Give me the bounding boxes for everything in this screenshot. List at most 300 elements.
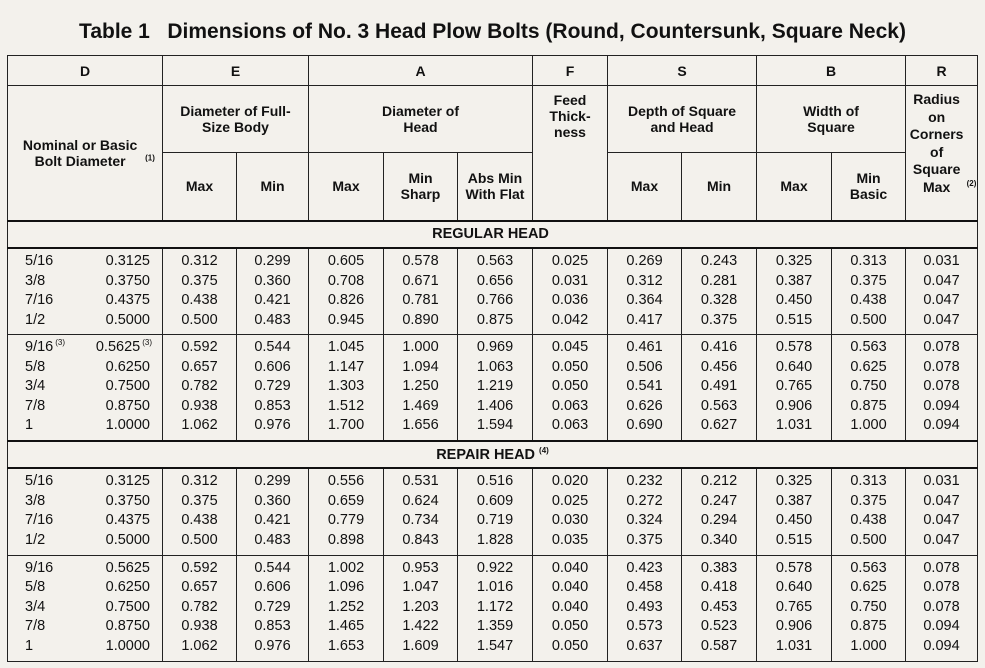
value-list (163, 338, 236, 436)
sub-b-min-basic-label: Min Basic (849, 170, 888, 203)
value: 0.078 (923, 559, 960, 576)
value-list (384, 338, 457, 436)
col-letter-a: A (309, 56, 533, 86)
value: 0.360 (254, 492, 291, 509)
value: 0.563 (850, 339, 887, 356)
value: 0.313 (850, 473, 887, 490)
value: 0.020 (551, 473, 589, 490)
value: 0.458 (626, 579, 663, 596)
value-cell (757, 248, 832, 335)
nominal-row (8, 291, 162, 311)
nominal-fraction (25, 617, 47, 637)
value: 0.078 (923, 339, 960, 356)
value-cell (757, 468, 832, 555)
col-letter-r: R (906, 56, 978, 86)
value-cell (682, 468, 757, 555)
value-list (832, 338, 905, 436)
value: 1.469 (402, 397, 439, 414)
value: 0.375 (700, 311, 738, 328)
value-list (237, 338, 308, 436)
value-list (906, 338, 977, 436)
value: 0.050 (551, 618, 589, 635)
nominal-fraction-value: 3/8 (25, 272, 46, 289)
basic-decimal (106, 598, 152, 618)
basic-decimal-value: 0.4375 (105, 292, 150, 309)
sub-e-min: Min (237, 152, 309, 221)
section-label: REPAIR HEAD (436, 446, 536, 463)
basic-decimal (106, 559, 152, 579)
value: 0.671 (402, 272, 439, 289)
value: 1.547 (476, 637, 514, 654)
header-nominal-diameter (8, 86, 163, 221)
value: 0.035 (551, 531, 589, 548)
basic-decimal-value: 0.4375 (105, 512, 150, 529)
value: 0.906 (775, 618, 813, 635)
value-cell (163, 555, 237, 661)
value-list (757, 338, 831, 436)
value: 1.359 (476, 618, 514, 635)
value: 0.826 (327, 292, 365, 309)
value-cell (458, 248, 533, 335)
value: 0.375 (626, 531, 663, 548)
value: 0.031 (923, 253, 960, 270)
value: 0.438 (181, 512, 218, 529)
basic-decimal (106, 358, 152, 378)
value-cell (309, 468, 384, 555)
value: 0.945 (327, 311, 365, 328)
value: 0.047 (923, 492, 960, 509)
value: 0.243 (700, 253, 738, 270)
value: 0.637 (626, 637, 663, 654)
value: 1.147 (327, 358, 365, 375)
sub-s-min: Min (682, 152, 757, 221)
value: 0.766 (476, 292, 514, 309)
basic-decimal-value: 1.0000 (105, 637, 150, 654)
value-list (757, 252, 831, 330)
section-label: REGULAR HEAD (432, 226, 549, 243)
sub-a-min-sharp-label: Min Sharp (400, 170, 441, 203)
nominal-fraction (25, 511, 55, 531)
value: 0.500 (850, 311, 887, 328)
value: 1.063 (476, 358, 514, 375)
value: 0.036 (551, 292, 589, 309)
value: 0.232 (626, 473, 663, 490)
value: 0.375 (850, 492, 887, 509)
value: 0.500 (850, 531, 887, 548)
value: 0.299 (254, 253, 291, 270)
value: 0.969 (476, 339, 514, 356)
value-list (458, 252, 532, 330)
value-cell (682, 248, 757, 335)
basic-decimal-value: 0.3125 (105, 473, 150, 490)
nominal-fraction (25, 358, 47, 378)
value-cell (237, 555, 309, 661)
nominal-fraction (25, 338, 65, 358)
nominal-row (8, 559, 162, 579)
value-list (682, 472, 756, 550)
value-list (384, 559, 457, 657)
section-heading (8, 221, 978, 248)
value: 1.609 (402, 637, 439, 654)
value: 0.312 (181, 253, 218, 270)
nominal-diameter-cell (8, 555, 163, 661)
value: 0.640 (775, 358, 813, 375)
value: 0.491 (700, 378, 738, 395)
value: 0.416 (700, 339, 738, 356)
nominal-fraction-value: 1 (25, 637, 34, 654)
footnote-1: (1) (145, 153, 155, 163)
col-letter-f: F (533, 56, 608, 86)
value-list (682, 338, 756, 436)
basic-decimal-value: 0.3750 (105, 272, 150, 289)
value: 0.541 (626, 378, 663, 395)
footnote-2: (2) (966, 179, 977, 189)
value: 0.047 (923, 292, 960, 309)
nominal-row (8, 252, 162, 272)
nominal-row (8, 338, 162, 358)
value-cell (757, 335, 832, 441)
value: 0.573 (626, 618, 663, 635)
nominal-fraction-value: 5/16 (25, 473, 54, 490)
sub-s-max: Max (608, 152, 682, 221)
nominal-fraction-value: 7/8 (25, 618, 46, 635)
header-square-width (757, 86, 906, 153)
section-heading (8, 441, 978, 468)
value-cell (384, 248, 458, 335)
value: 0.890 (402, 311, 439, 328)
nominal-fraction-value: 7/8 (25, 397, 46, 414)
value: 0.063 (551, 397, 589, 414)
value-cell (832, 335, 906, 441)
value: 0.387 (775, 492, 813, 509)
value: 1.700 (327, 417, 365, 434)
basic-decimal-value: 0.6250 (105, 358, 150, 375)
basic-decimal (106, 416, 152, 436)
nominal-fraction (25, 311, 47, 331)
value: 0.423 (626, 559, 663, 576)
data-group-row (8, 248, 978, 335)
value-list (533, 252, 607, 330)
value: 0.047 (923, 311, 960, 328)
value: 0.765 (775, 598, 813, 615)
value-cell (682, 335, 757, 441)
header-nominal-label: Nominal or Basic Bolt Diameter (22, 136, 138, 170)
basic-decimal (106, 617, 152, 637)
value: 0.606 (254, 579, 291, 596)
nominal-row (8, 578, 162, 598)
nominal-row (8, 311, 162, 331)
value: 1.252 (327, 598, 365, 615)
value: 0.781 (402, 292, 439, 309)
basic-decimal-value: 0.3125 (105, 253, 150, 270)
value-list (832, 472, 905, 550)
value-cell (608, 335, 682, 441)
basic-decimal (96, 338, 152, 358)
value: 0.556 (327, 473, 365, 490)
value: 0.299 (254, 473, 291, 490)
nominal-row (8, 272, 162, 292)
nominal-fraction-value: 7/16 (25, 292, 54, 309)
sub-b-max: Max (757, 152, 832, 221)
value: 0.247 (700, 492, 738, 509)
value: 1.000 (850, 417, 887, 434)
value-cell (309, 555, 384, 661)
value: 0.078 (923, 378, 960, 395)
nominal-list (8, 252, 162, 330)
value: 0.312 (626, 272, 663, 289)
value-list (608, 252, 681, 330)
value: 0.417 (626, 311, 663, 328)
value-cell (682, 555, 757, 661)
value: 1.002 (327, 559, 365, 576)
nominal-fraction-value: 1/2 (25, 311, 46, 328)
nominal-list (8, 559, 162, 657)
table-title: Table 1 Dimensions of No. 3 Head Plow Bolts (Round, Countersunk, Square Neck) (79, 20, 906, 43)
value: 0.364 (626, 292, 663, 309)
nominal-fraction (25, 598, 47, 618)
value: 0.626 (626, 397, 663, 414)
value: 0.375 (181, 492, 218, 509)
value: 0.383 (700, 559, 738, 576)
value: 1.653 (327, 637, 365, 654)
value-cell (906, 555, 978, 661)
value: 0.922 (476, 559, 514, 576)
value: 1.172 (476, 598, 514, 615)
nominal-fraction-value: 5/8 (25, 579, 46, 596)
value-list (309, 559, 383, 657)
value: 1.422 (402, 618, 439, 635)
value-cell (163, 248, 237, 335)
sub-a-min-sharp (384, 152, 458, 221)
header-feed-thickness-label: Feed Thick- ness (549, 92, 591, 141)
sub-e-max: Max (163, 152, 237, 221)
basic-decimal-value: 0.5000 (105, 311, 150, 328)
value: 0.578 (775, 339, 813, 356)
nominal-row (8, 531, 162, 551)
value: 0.456 (700, 358, 738, 375)
value: 0.360 (254, 272, 291, 289)
value: 1.656 (402, 417, 439, 434)
value-list (608, 559, 681, 657)
value: 0.938 (181, 397, 218, 414)
value: 0.375 (181, 272, 218, 289)
value: 0.531 (402, 473, 439, 490)
value-cell (906, 468, 978, 555)
value-cell (832, 248, 906, 335)
header-body-diameter: Diameter of Full-Size Body (163, 86, 309, 153)
value: 0.506 (626, 358, 663, 375)
value: 0.040 (551, 579, 589, 596)
section-footnote: (4) (539, 445, 549, 455)
value: 1.203 (402, 598, 439, 615)
value: 0.328 (700, 292, 738, 309)
value: 0.040 (551, 598, 589, 615)
value: 1.219 (476, 378, 514, 395)
value-cell (384, 468, 458, 555)
value-list (757, 559, 831, 657)
value: 1.000 (402, 339, 439, 356)
value: 0.898 (327, 531, 365, 548)
value: 0.578 (775, 559, 813, 576)
value: 0.765 (775, 378, 813, 395)
value: 0.418 (700, 579, 738, 596)
value: 0.734 (402, 512, 439, 529)
value: 0.750 (850, 598, 887, 615)
nominal-fraction (25, 397, 47, 417)
value-list (309, 472, 383, 550)
value: 0.050 (551, 358, 589, 375)
value: 0.421 (254, 292, 291, 309)
nominal-fraction-value: 9/16 (25, 559, 54, 576)
value-list (163, 252, 236, 330)
value-cell (237, 335, 309, 441)
value: 0.042 (551, 311, 589, 328)
value: 0.605 (327, 253, 365, 270)
value: 0.627 (700, 417, 738, 434)
value-cell (237, 468, 309, 555)
value: 0.657 (181, 358, 218, 375)
value: 0.708 (327, 272, 365, 289)
value: 0.609 (476, 492, 514, 509)
value: 1.031 (775, 637, 813, 654)
value: 0.656 (476, 272, 514, 289)
value-cell (757, 555, 832, 661)
value-list (608, 338, 681, 436)
value: 0.047 (923, 272, 960, 289)
basic-decimal-value: 0.8750 (105, 397, 150, 414)
value-cell (384, 335, 458, 441)
col-letter-d: D (8, 56, 163, 86)
basic-decimal (106, 637, 152, 657)
value: 0.976 (254, 417, 291, 434)
basic-decimal (106, 311, 152, 331)
value: 1.094 (402, 358, 439, 375)
value-list (458, 472, 532, 550)
value-cell (533, 248, 608, 335)
value: 0.050 (551, 378, 589, 395)
value: 0.729 (254, 378, 291, 395)
value-list (384, 472, 457, 550)
basic-decimal-note: (3) (142, 338, 152, 348)
col-letter-s: S (608, 56, 757, 86)
sub-a-abs-min (458, 152, 533, 221)
value-list (682, 559, 756, 657)
value: 0.938 (181, 618, 218, 635)
value: 0.563 (476, 253, 514, 270)
value: 0.453 (700, 598, 738, 615)
value-list (682, 252, 756, 330)
data-group-row (8, 555, 978, 661)
value: 1.512 (327, 397, 365, 414)
value: 0.606 (254, 358, 291, 375)
basic-decimal-value: 0.3750 (105, 492, 150, 509)
basic-decimal-value: 0.5000 (105, 531, 150, 548)
nominal-row (8, 377, 162, 397)
value-list (906, 252, 977, 330)
value: 1.047 (402, 579, 439, 596)
value: 1.062 (181, 417, 218, 434)
value: 0.659 (327, 492, 365, 509)
value: 0.750 (850, 378, 887, 395)
value: 0.640 (775, 579, 813, 596)
basic-decimal (106, 492, 152, 512)
value: 0.450 (775, 512, 813, 529)
value: 1.594 (476, 417, 514, 434)
value: 1.828 (476, 531, 514, 548)
value: 0.544 (254, 339, 291, 356)
header-square-depth (608, 86, 757, 153)
value: 0.875 (850, 618, 887, 635)
section-row (8, 441, 978, 468)
value: 0.587 (700, 637, 738, 654)
sub-a-abs-min-label: Abs Min With Flat (465, 170, 525, 203)
nominal-row (8, 617, 162, 637)
value: 0.843 (402, 531, 439, 548)
nominal-fraction-value: 1 (25, 417, 34, 434)
value-list (163, 559, 236, 657)
value-cell (458, 555, 533, 661)
value: 1.465 (327, 618, 365, 635)
value: 0.515 (775, 531, 813, 548)
value-list (533, 338, 607, 436)
header-head-diameter (309, 86, 533, 153)
value: 0.094 (923, 397, 960, 414)
basic-decimal-value: 1.0000 (105, 417, 150, 434)
nominal-row (8, 358, 162, 378)
data-group-row (8, 468, 978, 555)
value-list (757, 472, 831, 550)
value-cell (384, 555, 458, 661)
value: 0.078 (923, 598, 960, 615)
value: 1.031 (775, 417, 813, 434)
value: 0.387 (775, 272, 813, 289)
value-list (384, 252, 457, 330)
sub-b-min-basic (832, 152, 906, 221)
value-cell (608, 555, 682, 661)
value: 0.438 (181, 292, 218, 309)
col-letter-b: B (757, 56, 906, 86)
value: 0.312 (181, 473, 218, 490)
basic-decimal (106, 511, 152, 531)
value: 0.050 (551, 637, 589, 654)
value: 0.493 (626, 598, 663, 615)
value-cell (906, 335, 978, 441)
value: 1.062 (181, 637, 218, 654)
basic-decimal (106, 578, 152, 598)
nominal-fraction (25, 416, 35, 436)
value: 0.094 (923, 618, 960, 635)
col-letter-e: E (163, 56, 309, 86)
value: 0.592 (181, 339, 218, 356)
basic-decimal-value: 0.8750 (105, 618, 150, 635)
value: 1.096 (327, 579, 365, 596)
nominal-diameter-cell (8, 468, 163, 555)
value-cell (458, 468, 533, 555)
value: 0.500 (181, 531, 218, 548)
basic-decimal-value: 0.7500 (105, 378, 150, 395)
nominal-row (8, 492, 162, 512)
value: 0.325 (775, 253, 813, 270)
value: 0.438 (850, 292, 887, 309)
value: 0.906 (775, 397, 813, 414)
value: 0.625 (850, 579, 887, 596)
basic-decimal-value: 0.7500 (105, 598, 150, 615)
value: 0.625 (850, 358, 887, 375)
basic-decimal (106, 291, 152, 311)
value-list (608, 472, 681, 550)
value: 0.450 (775, 292, 813, 309)
value: 0.313 (850, 253, 887, 270)
